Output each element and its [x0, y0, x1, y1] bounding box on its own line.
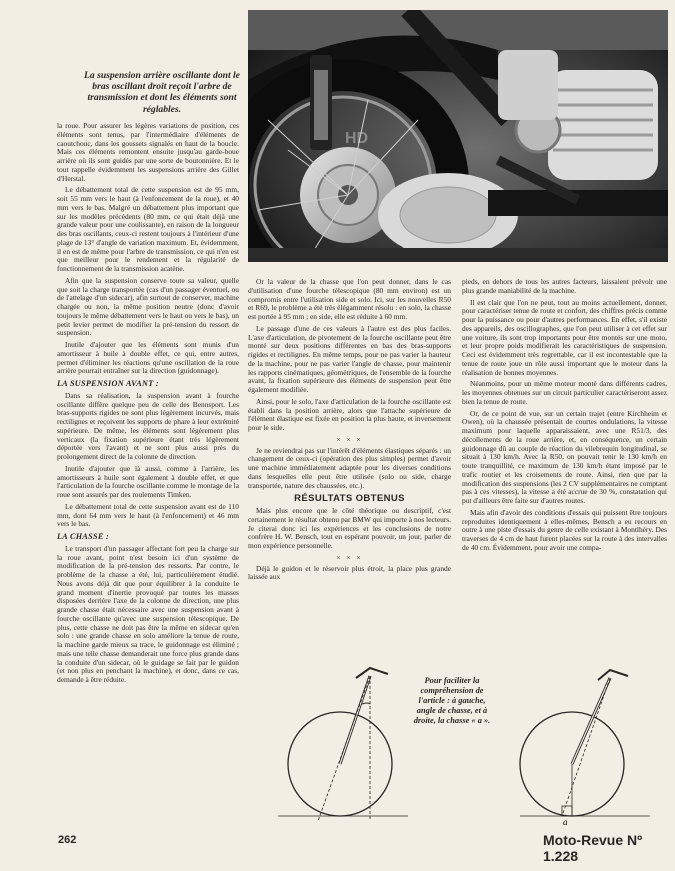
rake-angle-diagram [258, 656, 418, 826]
paragraph: Mais afin d'avoir des conditions d'essais qui puissent être toujours reproduites identiquement à elles-mêmes, Bensch a eu recours en outre à une piste d'essais du genre de celle existant à Montlhéry. Des traverses de 4 cm de haut furent placées sur la route à des intervalles de 40 cm. Évidemment, pour avoir une compa- [462, 507, 667, 552]
paragraph: Le débattement total de cette suspension avant est de 110 mm, dont 64 mm vers le haut (à l'enfoncement) et 46 mm vers le bas. [57, 501, 239, 529]
section-heading-trail: LA CHASSE : [57, 532, 109, 541]
rear-suspension-photo [248, 10, 668, 262]
magazine-issue: Moto-Revue Nº 1.228 [543, 832, 643, 864]
photo-caption: La suspension arrière oscillante dont le bras oscillant droit reçoit l'arbre de transmission et dont les éléments sont réglables. [84, 70, 240, 115]
paragraph: Mais plus encore que le côté théorique ou descriptif, c'est certainement le résultat obtenu par BMW qui importe à nos lecteurs. Je citerai donc ici les expériences et les conclusions de notre confrère H. W. Bensch, tout en espérant pouvoir, un jour, parler de mon expérience personnelle. [248, 506, 451, 550]
paragraph: Or la valeur de la chasse que l'on peut donner, dans le cas d'utilisation d'une fourche télescopique (80 mm environ) est un compromis entre l'utilisation side et solo. Ici, sur les nouvelles R50 et R69, le problème a été très élégamment résolu : en solo, la chasse est portée à 95 mm ; en side, elle est réduite à 60 mm. [248, 277, 451, 321]
paragraph: la roue. Pour assurer les légères variations de position, ces éléments sont tenus, par l'intermédiaire d'éléments de caoutchouc, dans les goussets signalés en haut de la boucle. Mais ces éléments remontent ensuite jusqu'au garde-boue arrière où ils sont guidés par une sorte de boutonnière. Et le tout rappelle évidemment les suspensions arrière des Gillet d'Herstal. [57, 121, 239, 183]
paragraph: Ainsi, pour le solo, l'axe d'articulation de la fourche oscillante est établi dans la position arrière, alors que l'attache supérieure de l'élément élastique est fixée en position la plus haute, et inversement pour le side. [248, 396, 451, 432]
section-heading-results: RÉSULTATS OBTENUS [294, 493, 405, 505]
paragraph: Je ne reviendrai pas sur l'intérêt d'éléments élastiques séparés : un changement de ceux-ci (opération des plus simples) permet d'avoir une machine immédiatement adaptée pour les diverses conditions dans lesquelles elle peut être utilisée (solo ou side, charge transportée, nature des chaussées, etc.). [248, 445, 451, 490]
paragraph: Déjà le guidon et le réservoir plus étroit, la place plus grande laissée aux [248, 563, 451, 582]
diagram-caption: Pour faciliter la compréhension de l'article : à gauche, angle de chasse, et à droite, la chasse « a ». [413, 676, 491, 725]
paragraph: Néanmoins, pour un même moteur monté dans différents cadres, les moyennes obtenues sur un circuit particulier caractériseront assez bien la tenue de route. [462, 379, 667, 406]
paragraph: pieds, en dehors de tous les autres facteurs, laissaient prévoir une plus grande maniabilité de la machine. [462, 277, 667, 295]
watermark: HD [345, 130, 369, 147]
section-separator: × × × [336, 552, 363, 562]
trail-diagram [500, 656, 660, 826]
paragraph: Dans sa réalisation, la suspension avant à fourche oscillante diffère quelque peu de celle des Bennsport. Les bras-supports rigides ne sont plus légèrement incurvés, mais rectilignes et reçoivent les supports de phare à leur extrémité supérieure. De même, les éléments sont légèrement plus verticaux (la fixation supérieure étant très légèrement déportée vers l'avant) et ne sont plus aussi près du prolongement direct de la colonne de direction. [57, 390, 239, 461]
paragraph: Le transport d'un passager affectant fort peu la charge sur la roue avant, point n'est besoin ici d'un système de modification de la pré-tension des ressorts. Par contre, le problème de la chasse a été, lui, particulièrement étudié. Nous avons déjà dit que pour équilibrer à la conduite le grand moment d'inertie provoqué par toutes les masses disposées derrière l'axe de la colonne de direction, une plus grande chasse était nécessaire avec une suspension avant à fourche oscillante qu'avec une suspension télescopique. De plus, cette chasse ne doit pas être la même en sidecar qu'en solo : une grande chasse en solo améliore la tenue de route, la machine garde mieux sa trace, le guidonnage est éliminé ; mais une telle chasse demanderait une force plus grande dans la conduite d'un sidecar, où le guidage se fait par le guidon (et non plus en penchant la machine), et donc, dans ce cas, demande à être réduite. [57, 543, 239, 684]
section-separator: × × × [336, 434, 363, 444]
paragraph: Afin que la suspension conserve toute sa valeur, quelle que soit la charge transportée (cas d'un passager éventuel, ou de l'attelage d'un sidecar), afin surtout de conserver, machine chargée ou non, la même position neutre (donc d'avoir toujours le même débattement vers le haut ou vers le bas), un petit levier permet de modifier la pré-tension du ressort de suspension. [57, 275, 239, 338]
column-2 [248, 278, 451, 585]
paragraph: Il est clair que l'on ne peut, tout au moins actuellement, donner, pour caractériser tenue de route et confort, des chiffres précis comme pour la puissance ou pour d'autres performances. En effet, s'il existe des appareils, des oscillographes, que l'on peut utiliser à cet effet sur une voiture, ils sont trop importants pour être montés sur une moto, et leur propre poids modifierait les caractéristiques de suspension. Ceci est évidemment très regrettable, car il est incontestable que la tenue de route joue un rôle aussi important que le moteur dans la réalisation de bonnes moyennes. [462, 297, 667, 377]
trail-label: a [563, 817, 568, 826]
paragraph: Or, de ce point de vue, sur un certain trajet (entre Kirchheim et Owen), où la chaussée présentait de courtes ondulations, la vitesse maximum pour laquelle apparaissaient, avec une R51/3, des décollements de la roue arrière, et, en conséquence, un certain guidonnage dû au couple de réaction du vilebrequin longitudinal, se situait à 130 km/h. Avec la R50, on pouvait tenir le 130 km/h en toute tranquillité, ce maximum de 130 km/h étant imposé par le trafic routier et les croisements de route. Ainsi, rien que par la modification des suspensions (les 2 CV supplémentaires ne comptant pas à ces vitesses), la vitesse a été accrue de 30 %, constatation qui put d'ailleurs être faite sur d'autres routes. [462, 408, 667, 505]
paragraph: Le débattement total de cette suspension est de 95 mm, soit 55 mm vers le haut (à l'enfoncement de la roue), et 40 mm vers le bas. Malgré un débattement plus important que sur les modèles précédents (80 mm, ce qui était déjà une grande valeur pour une coulissante), en raison de la longueur des bras oscillants, ceux-ci restent toujours à l'intérieur d'une plage de 13° d'angle de variation maximum. Et, évidemment, il en est de même pour l'arbre de transmission, ce qui n'en est que meilleur pour le rendement et la régularité de fonctionnement de la transmission acatène. [57, 185, 239, 273]
section-heading-front-suspension: LA SUSPENSION AVANT : [57, 379, 159, 388]
motorcycle-rear-suspension-image [248, 10, 668, 262]
paragraph: Le passage d'une de ces valeurs à l'autre est des plus faciles. L'axe d'articulation, de pivotement de la fourche oscillante peut être monté sur deux positions différentes en bas des bras-supports rigides et rectilignes. En même temps, pour ne pas varier la hauteur de la machine, pour ne pas varier l'angle de chasse, pour maintenir les rapports cinématiques, géométriques, de l'ensemble de la fourche avant, la fixation supérieure des éléments de suspension peut être également modifiée. [248, 323, 451, 394]
page-number: 262 [58, 834, 77, 846]
paragraph: Inutile d'ajouter que les éléments sont munis d'un amortisseur à huile à double effet, ce qui, entre autres, permet d'éliminer les réactions qu'une oscillation de la roue arrière pourrait entraîner sur la direction (guidonnage). [57, 340, 239, 376]
column-3 [462, 278, 667, 556]
paragraph: Inutile d'ajouter que là aussi, comme à l'arrière, les amortisseurs à huile sont également à double effet, et que l'articulation de la fourche oscillante comme le montage de la roue sont assurés par des roulements Timken. [57, 463, 239, 499]
column-1 [57, 122, 239, 688]
